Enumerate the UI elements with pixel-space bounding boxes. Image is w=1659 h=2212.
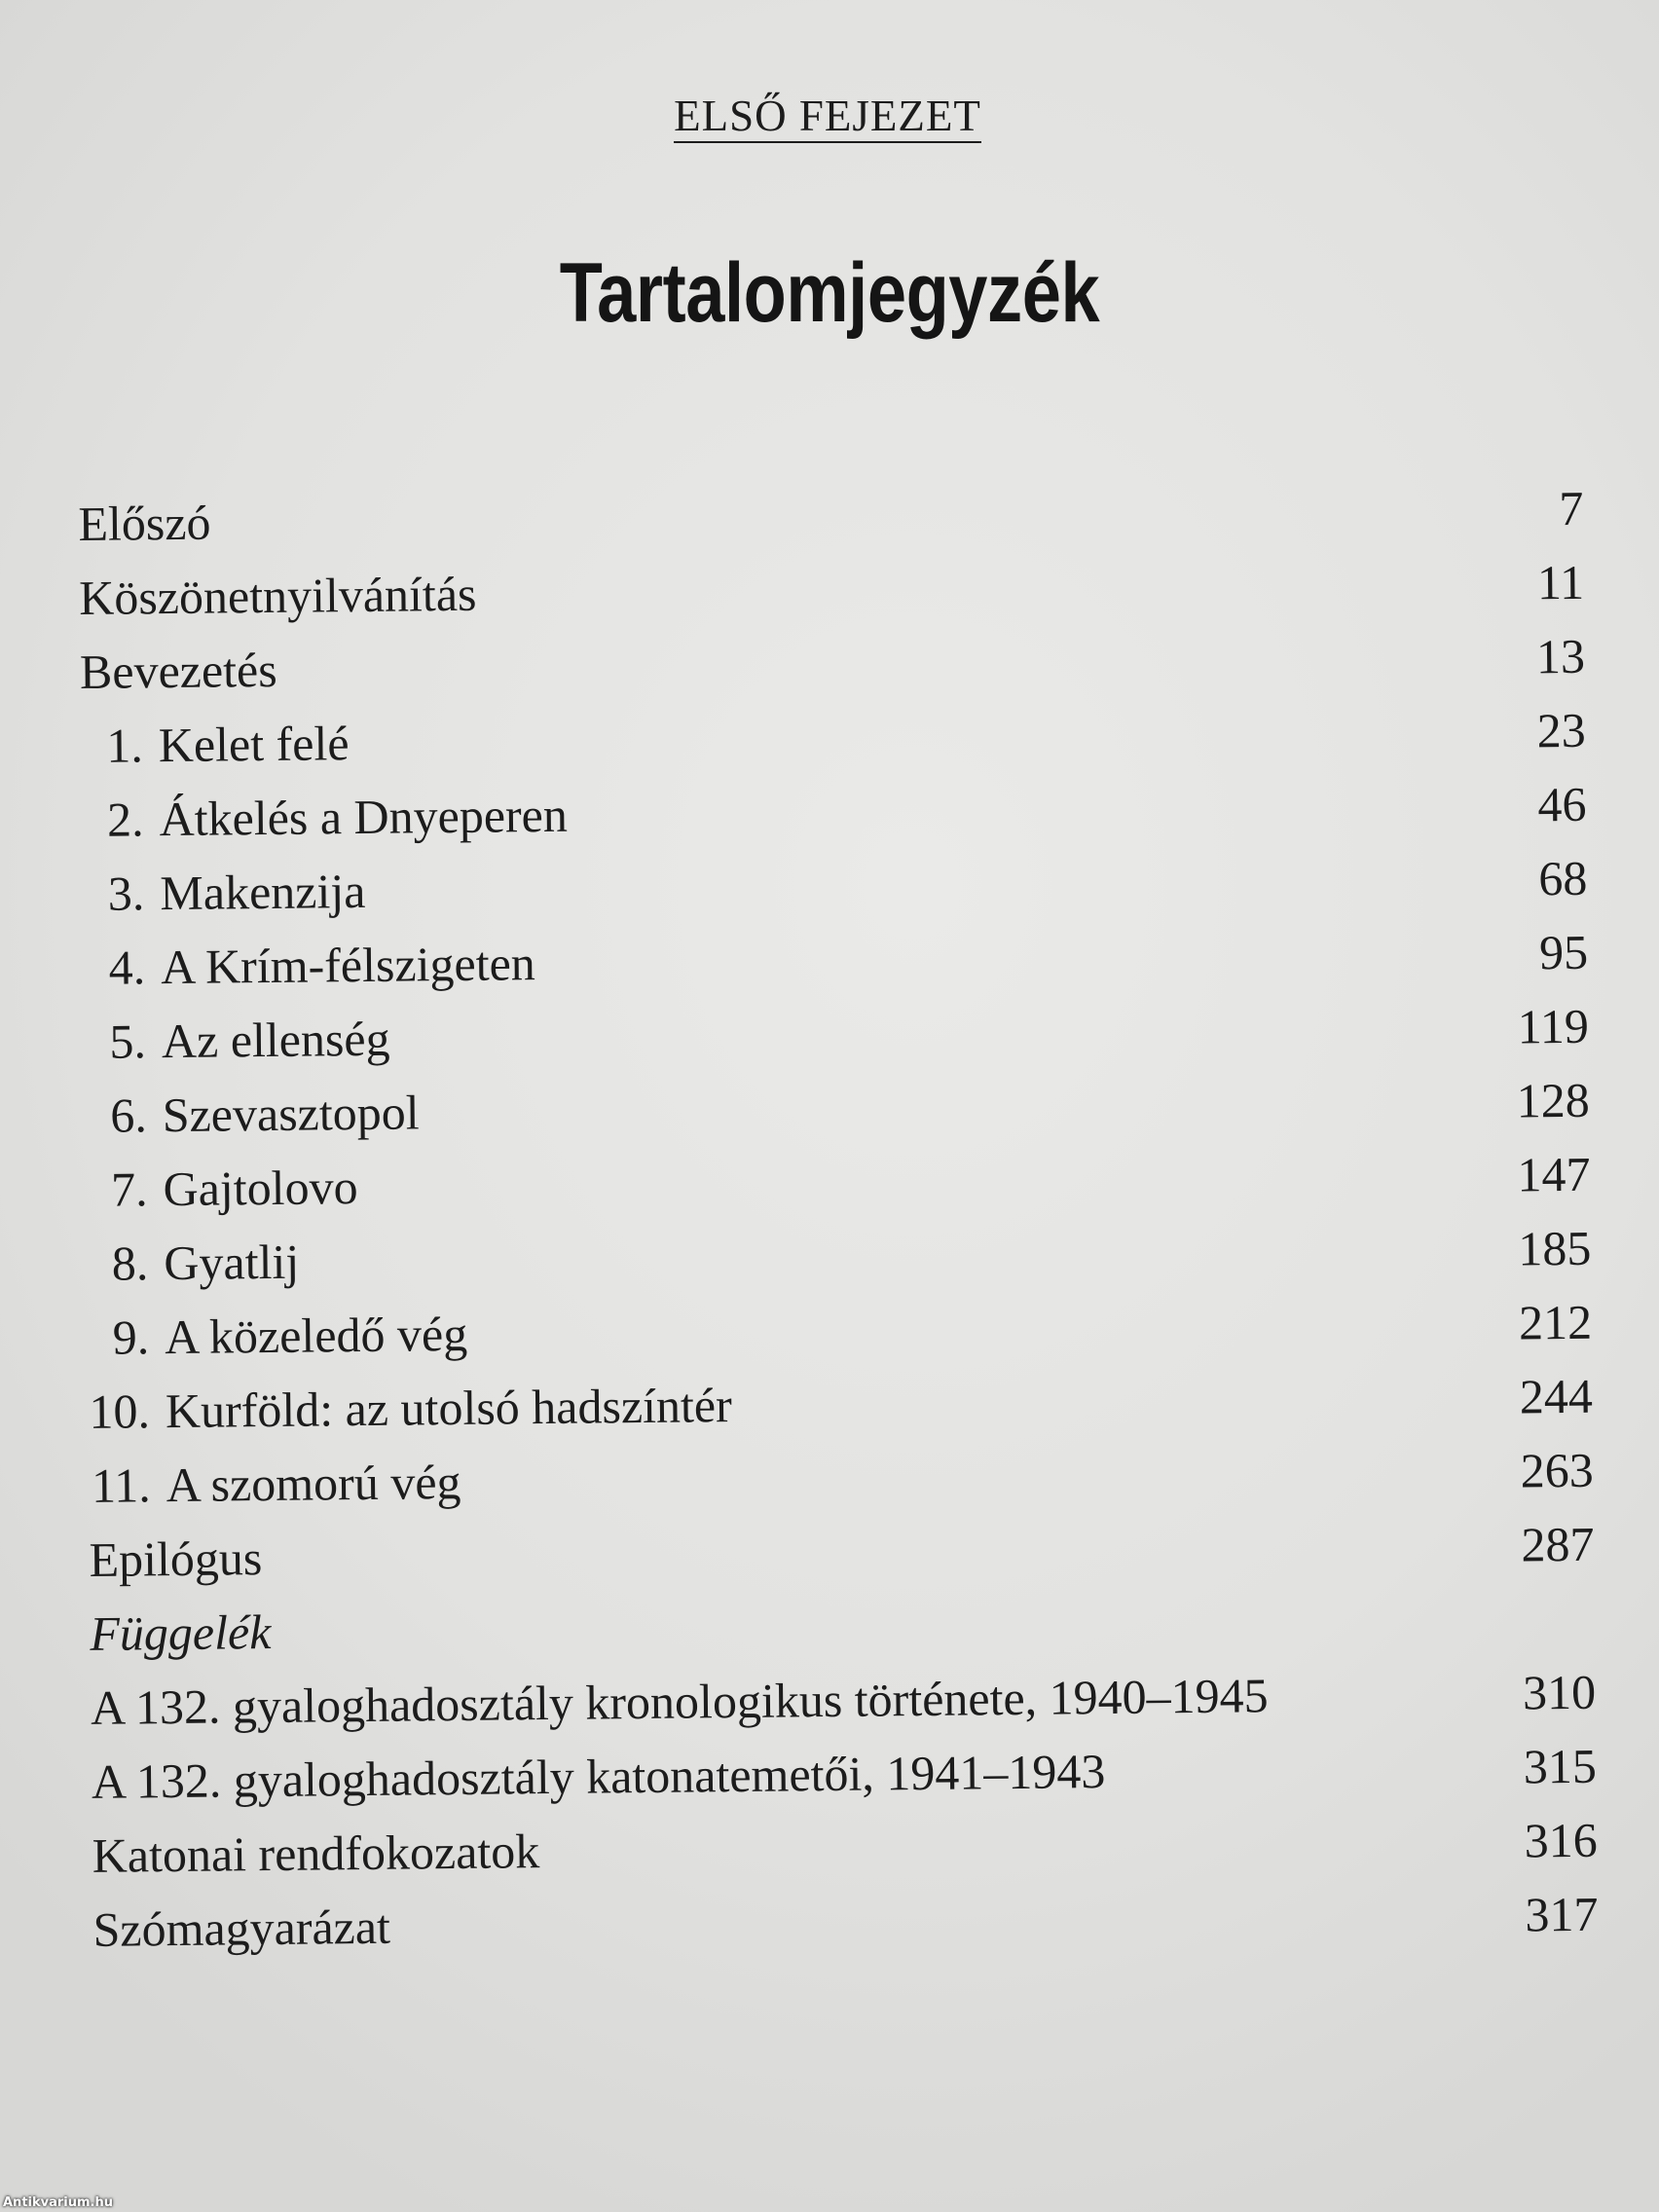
chapter-number: 9.: [112, 1309, 150, 1365]
page-title-container: [0, 244, 1659, 342]
entry-title: A szomorú vég: [166, 1454, 461, 1513]
entry-title: Az ellenség: [161, 1011, 390, 1069]
section-heading: Függelék: [90, 1604, 272, 1661]
watermark-text: Antikvarium.hu: [3, 2195, 113, 2210]
entry-title: Kelet felé: [158, 716, 350, 773]
entry-title: Bevezetés: [79, 642, 277, 699]
page-number: 315: [1523, 1738, 1598, 1794]
entry-title: Gyatlij: [164, 1234, 300, 1291]
page-number: 11: [1536, 554, 1585, 610]
page-number: 316: [1524, 1812, 1598, 1868]
page-number: 46: [1537, 776, 1587, 832]
page-number: 244: [1519, 1368, 1594, 1424]
chapter-number: 6.: [109, 1088, 148, 1143]
toc-list: [78, 471, 1599, 1967]
chapter-number: 11.: [91, 1457, 152, 1513]
page-number: 317: [1525, 1886, 1599, 1942]
entry-title: Szómagyarázat: [92, 1899, 391, 1957]
entry-title: Kurföld: az utolsó hadszíntér: [165, 1378, 733, 1439]
page-number: 212: [1518, 1294, 1593, 1350]
chapter-number: 8.: [111, 1235, 149, 1291]
entry-title: Makenzija: [160, 863, 366, 921]
page-number: 7: [1559, 480, 1584, 536]
entry-title: A Krím-félszigeten: [160, 936, 536, 995]
entry-title: Szevasztopol: [162, 1085, 420, 1143]
chapter-number: 1.: [105, 718, 144, 773]
page-number: 119: [1517, 998, 1590, 1054]
page-number: 263: [1520, 1442, 1594, 1498]
page-number: 23: [1536, 702, 1586, 758]
chapter-number: 5.: [109, 1014, 147, 1069]
page-number: 68: [1538, 850, 1588, 906]
chapter-number: 2.: [106, 792, 144, 847]
chapter-number: 3.: [107, 866, 145, 921]
entry-title: Előszó: [78, 495, 211, 551]
page-number: 310: [1522, 1664, 1597, 1720]
entry-title: Gajtolovo: [163, 1160, 358, 1217]
page-number: 185: [1517, 1220, 1592, 1276]
chapter-number: 10.: [89, 1383, 151, 1439]
running-head-container: [0, 94, 1655, 143]
page-number: 287: [1521, 1516, 1595, 1572]
running-head: ELSŐ FEJEZET: [674, 94, 981, 143]
chapter-number: 7.: [110, 1161, 148, 1217]
entry-title: Átkelés a Dnyeperen: [159, 787, 569, 847]
page-number: 128: [1516, 1072, 1590, 1128]
entry-title: A 132. gyaloghadosztály kronologikus története, 1940–1945: [90, 1668, 1269, 1735]
entry-title: Epilógus: [89, 1530, 263, 1587]
entry-title: Katonai rendfokozatok: [92, 1824, 540, 1883]
page-title: Tartalomjegyzék: [559, 246, 1100, 340]
entry-title: Köszönetnyilvánítás: [78, 566, 477, 625]
page-number: 147: [1517, 1146, 1591, 1202]
toc-entry-appendix: [92, 1877, 1599, 1967]
entry-title: A közeledő vég: [164, 1306, 468, 1365]
page-number: 13: [1535, 628, 1586, 684]
page-number: 95: [1538, 924, 1589, 980]
entry-title: A 132. gyaloghadosztály katonatemetői, 1941–1943: [91, 1744, 1106, 1809]
chapter-number: 4.: [108, 940, 146, 995]
